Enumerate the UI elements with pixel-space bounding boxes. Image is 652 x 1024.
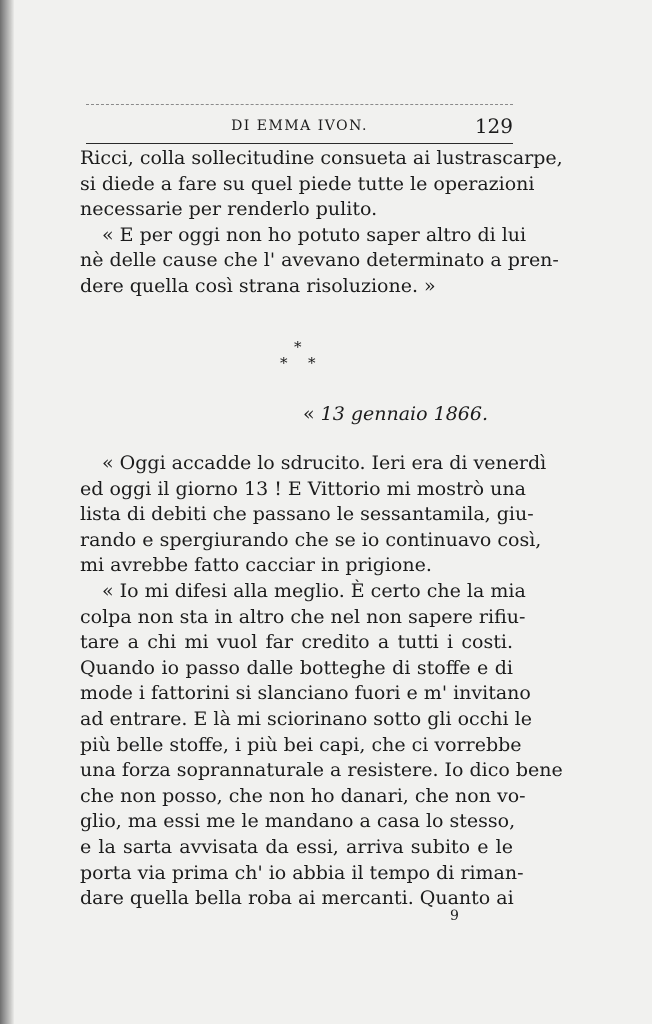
top-dashed-rule xyxy=(86,104,513,105)
text-line: necessarie per renderlo pulito. xyxy=(80,198,378,221)
text-line: si diede a fare su quel piede tutte le operazioni xyxy=(80,172,535,195)
text-line: ad entrare. E là mi sciorinano sotto gli occhi le xyxy=(80,707,532,730)
text-line: una forza soprannaturale a resistere. Io dico bene xyxy=(80,759,563,782)
dateline xyxy=(303,401,488,427)
text-line: « E per oggi non ho potuto saper altro di lui xyxy=(102,223,527,246)
dateline-quote: « xyxy=(302,403,315,425)
paragraph-block-2 xyxy=(80,451,563,912)
text-line: Ricci, colla sollecitudine consueta ai lustrascarpe, xyxy=(80,147,563,169)
text-line: glio, ma essi me le mandano a casa lo stesso, xyxy=(80,810,516,833)
dateline-date: 13 gennaio 1866. xyxy=(320,403,488,425)
text-line: lista di debiti che passano le sessantamila, giu- xyxy=(80,503,534,526)
text-line: nè delle cause che l' avevano determinato a pren- xyxy=(80,249,559,272)
text-line: dere quella così strana risoluzione. » xyxy=(80,274,436,297)
text-line: più belle stoffe, i più bei capi, che ci vorrebbe xyxy=(80,733,522,756)
text-line: e la sarta avvisata da essi, arriva subito e le xyxy=(80,835,513,858)
text-line: mode i fattorini si slanciano fuori e m' invitano xyxy=(80,682,531,705)
paragraph-block-1 xyxy=(80,146,563,300)
header-rule xyxy=(86,143,513,144)
page-number: 129 xyxy=(474,114,513,138)
asterism-star: * xyxy=(308,354,316,372)
text-line: ed oggi il giorno 13 ! E Vittorio mi mostrò una xyxy=(80,477,526,500)
text-line: rando e spergiurando che se io continuavo così, xyxy=(80,528,542,551)
text-line: dare quella bella roba ai mercanti. Quanto ai xyxy=(80,887,514,910)
text-line: Quando io passo dalle botteghe di stoffe e di xyxy=(80,656,513,679)
text-line: « Io mi difesi alla meglio. È certo che la mia xyxy=(102,579,526,602)
asterism-star: * xyxy=(280,354,288,372)
running-head xyxy=(86,114,513,138)
signature-mark: 9 xyxy=(450,908,459,924)
text-line: che non posso, che non ho danari, che non vo- xyxy=(80,784,526,807)
text-line: colpa non sta in altro che nel non sapere rifiu- xyxy=(80,605,526,628)
asterism-divider xyxy=(276,340,320,376)
text-line: mi avrebbe fatto cacciar in prigione. xyxy=(80,554,432,577)
text-line: tare a chi mi vuol far credito a tutti i costi. xyxy=(80,631,513,654)
asterism-star: * xyxy=(294,338,302,356)
text-line: porta via prima ch' io abbia il tempo di riman- xyxy=(80,861,524,884)
book-spine-shadow xyxy=(0,0,14,1024)
running-title: DI EMMA IVON. xyxy=(231,118,368,134)
text-line: « Oggi accadde lo sdrucito. Ieri era di venerdì xyxy=(102,452,547,474)
